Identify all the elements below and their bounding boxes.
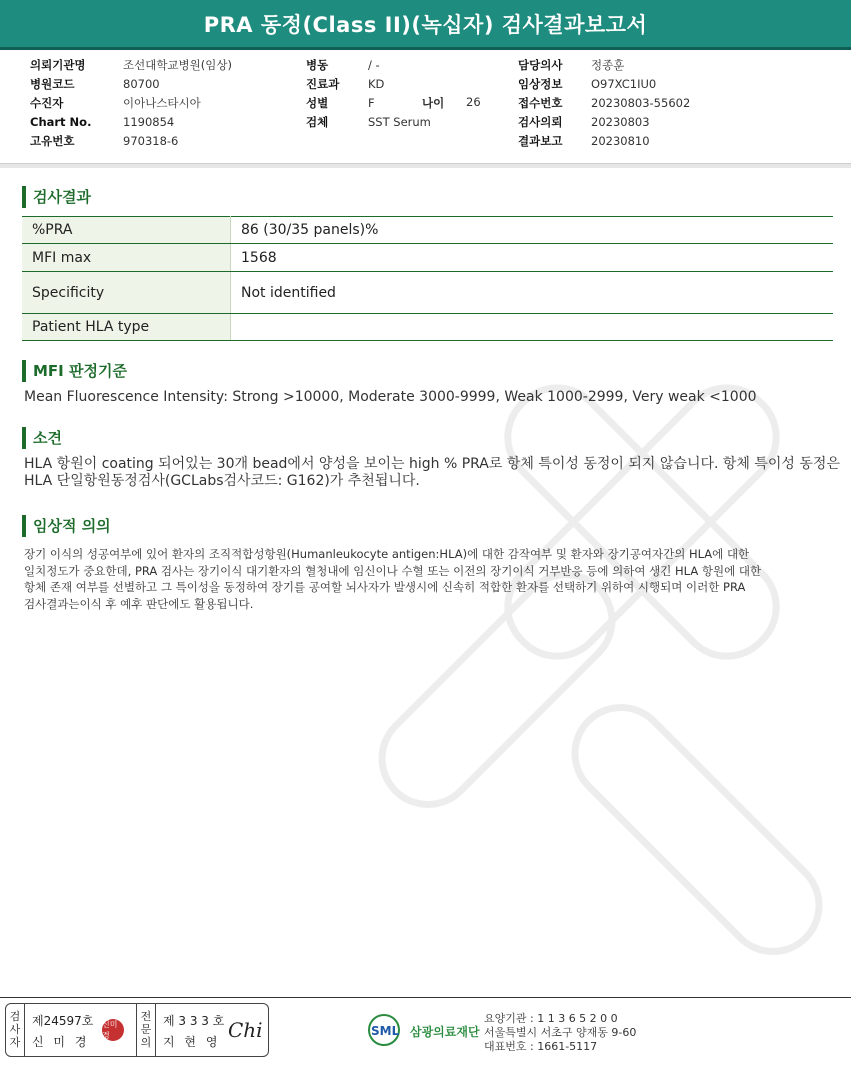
result-value: Not identified	[231, 272, 834, 314]
info-row	[306, 94, 431, 113]
footer-divider	[0, 997, 851, 998]
info-value: 20230803	[591, 115, 650, 129]
info-column-3	[518, 56, 690, 151]
info-row	[518, 94, 690, 113]
sml-logo-icon	[367, 1013, 405, 1047]
org-name: 삼광의료재단	[410, 1025, 480, 1039]
info-label: Chart No.	[30, 115, 92, 129]
table-row	[22, 314, 833, 341]
info-label: 담당의사	[518, 58, 563, 72]
clinical-text	[24, 546, 824, 612]
info-label: 성별	[306, 96, 329, 110]
info-row	[518, 75, 690, 94]
info-row	[30, 75, 232, 94]
report-title: PRA 동정(Class II)(녹십자) 검사결과보고서	[0, 0, 851, 50]
info-row	[306, 75, 431, 94]
tester-label: 검사자	[6, 1004, 25, 1056]
care-number: 요양기관 : 1 1 3 6 5 2 0 0	[484, 1012, 618, 1025]
signature: Chi	[228, 1018, 263, 1042]
info-value: O97XC1IU0	[591, 77, 657, 91]
info-row	[30, 132, 232, 151]
address-line: 서울특별시 서초구 양재동 9-60	[484, 1026, 637, 1039]
info-value: F	[368, 96, 375, 110]
info-label: 검체	[306, 115, 329, 129]
info-label: 결과보고	[518, 134, 563, 148]
section-title-clinical: 임상적 의의	[22, 515, 111, 537]
tester-name: 신 미 경	[32, 1035, 90, 1049]
info-value: / -	[368, 58, 380, 72]
info-row	[30, 56, 232, 75]
section-title-mfi: MFI 판정기준	[22, 360, 127, 382]
specialist-label: 전문의	[136, 1004, 156, 1056]
info-label: 의뢰기관명	[30, 58, 86, 72]
info-row	[306, 56, 431, 75]
section-title-results: 검사결과	[22, 186, 91, 208]
info-label: 임상정보	[518, 77, 563, 91]
info-row	[518, 132, 690, 151]
info-value: KD	[368, 77, 385, 91]
tester-license: 제24597호	[32, 1014, 94, 1028]
result-key: Patient HLA type	[22, 314, 231, 341]
info-row	[306, 113, 431, 132]
info-row	[518, 113, 690, 132]
mfi-criteria-text: Mean Fluorescence Intensity: Strong >10000, Moderate 3000-9999, Weak 1000-2999, Very weak <1000	[24, 389, 757, 405]
info-value: 970318-6	[123, 134, 179, 148]
info-row	[30, 113, 232, 132]
info-value: 20230803-55602	[591, 96, 691, 110]
specialist-name: 지 현 영	[163, 1035, 221, 1049]
clinical-line: 검사결과는이식 후 예후 판단에도 활용됩니다.	[24, 596, 254, 611]
info-label: 고유번호	[30, 134, 75, 148]
specialist-license: 제 3 3 3 호	[163, 1014, 225, 1028]
info-value: 정종훈	[591, 58, 625, 72]
clinical-line: 장기 이식의 성공여부에 있어 환자의 조직적합성항원(Humanleukocyte antigen:HLA)에 대한 감작여부 및 환자와 장기공여자간의 HLA에 대한	[24, 547, 750, 561]
info-value: SST Serum	[368, 115, 431, 129]
org-address	[484, 1012, 636, 1054]
header-divider	[0, 163, 851, 168]
opinion-line: HLA 단일항원동정검사(GCLabs검사코드: G162)가 추천됩니다.	[24, 473, 420, 489]
clinical-line: 일치정도가 중요한데, PRA 검사는 장기이식 대기환자의 혈청내에 임신이나 수혈 또는 이전의 장기이식 거부반응 등에 의하여 생긴 HLA 항원에 대한	[24, 563, 762, 578]
info-label: 병동	[306, 58, 329, 72]
result-value: 1568	[231, 244, 834, 272]
info-value: 조선대학교병원(임상)	[123, 58, 232, 72]
info-value: 20230810	[591, 134, 650, 148]
section-title-opinion: 소견	[22, 427, 62, 449]
signature-box	[5, 1003, 269, 1057]
table-row	[22, 244, 833, 272]
info-value: 1190854	[123, 115, 175, 129]
opinion-line: HLA 항원이 coating 되어있는 30개 bead에서 양성을 보이는 high % PRA로 항체 특이성 동정이 되지 않습니다. 항체 특이성 동정은	[24, 456, 840, 472]
info-row	[30, 94, 232, 113]
table-row	[22, 272, 833, 314]
results-table	[22, 216, 833, 341]
age-label: 나이	[422, 96, 445, 110]
info-value: 80700	[123, 77, 160, 91]
clinical-line: 항체 존재 여부를 선별하고 그 특이성을 동정하여 장기를 공여할 뇌사자가 발생시에 신속히 적합한 환자를 선택하기 위하여 시행되며 이러한 PRA	[24, 580, 746, 594]
info-row	[518, 56, 690, 75]
table-row	[22, 217, 833, 244]
info-label: 병원코드	[30, 77, 75, 91]
result-key: Specificity	[22, 272, 231, 314]
seal-stamp: 신미경	[102, 1019, 124, 1041]
result-key: MFI max	[22, 244, 231, 272]
result-value	[231, 314, 834, 341]
result-value: 86 (30/35 panels)%	[231, 217, 834, 244]
phone-number: 대표번호 : 1661-5117	[484, 1040, 598, 1053]
info-value: 이아나스타시아	[123, 96, 201, 110]
info-label: 진료과	[306, 77, 340, 91]
info-column-2	[306, 56, 431, 132]
result-key: %PRA	[22, 217, 231, 244]
info-label: 접수번호	[518, 96, 563, 110]
watermark-shape	[551, 683, 843, 975]
info-column-1	[30, 56, 232, 151]
age-value: 26	[466, 95, 481, 109]
logo-text: SML	[371, 1024, 400, 1038]
info-label: 수진자	[30, 96, 64, 110]
info-label: 검사의뢰	[518, 115, 563, 129]
